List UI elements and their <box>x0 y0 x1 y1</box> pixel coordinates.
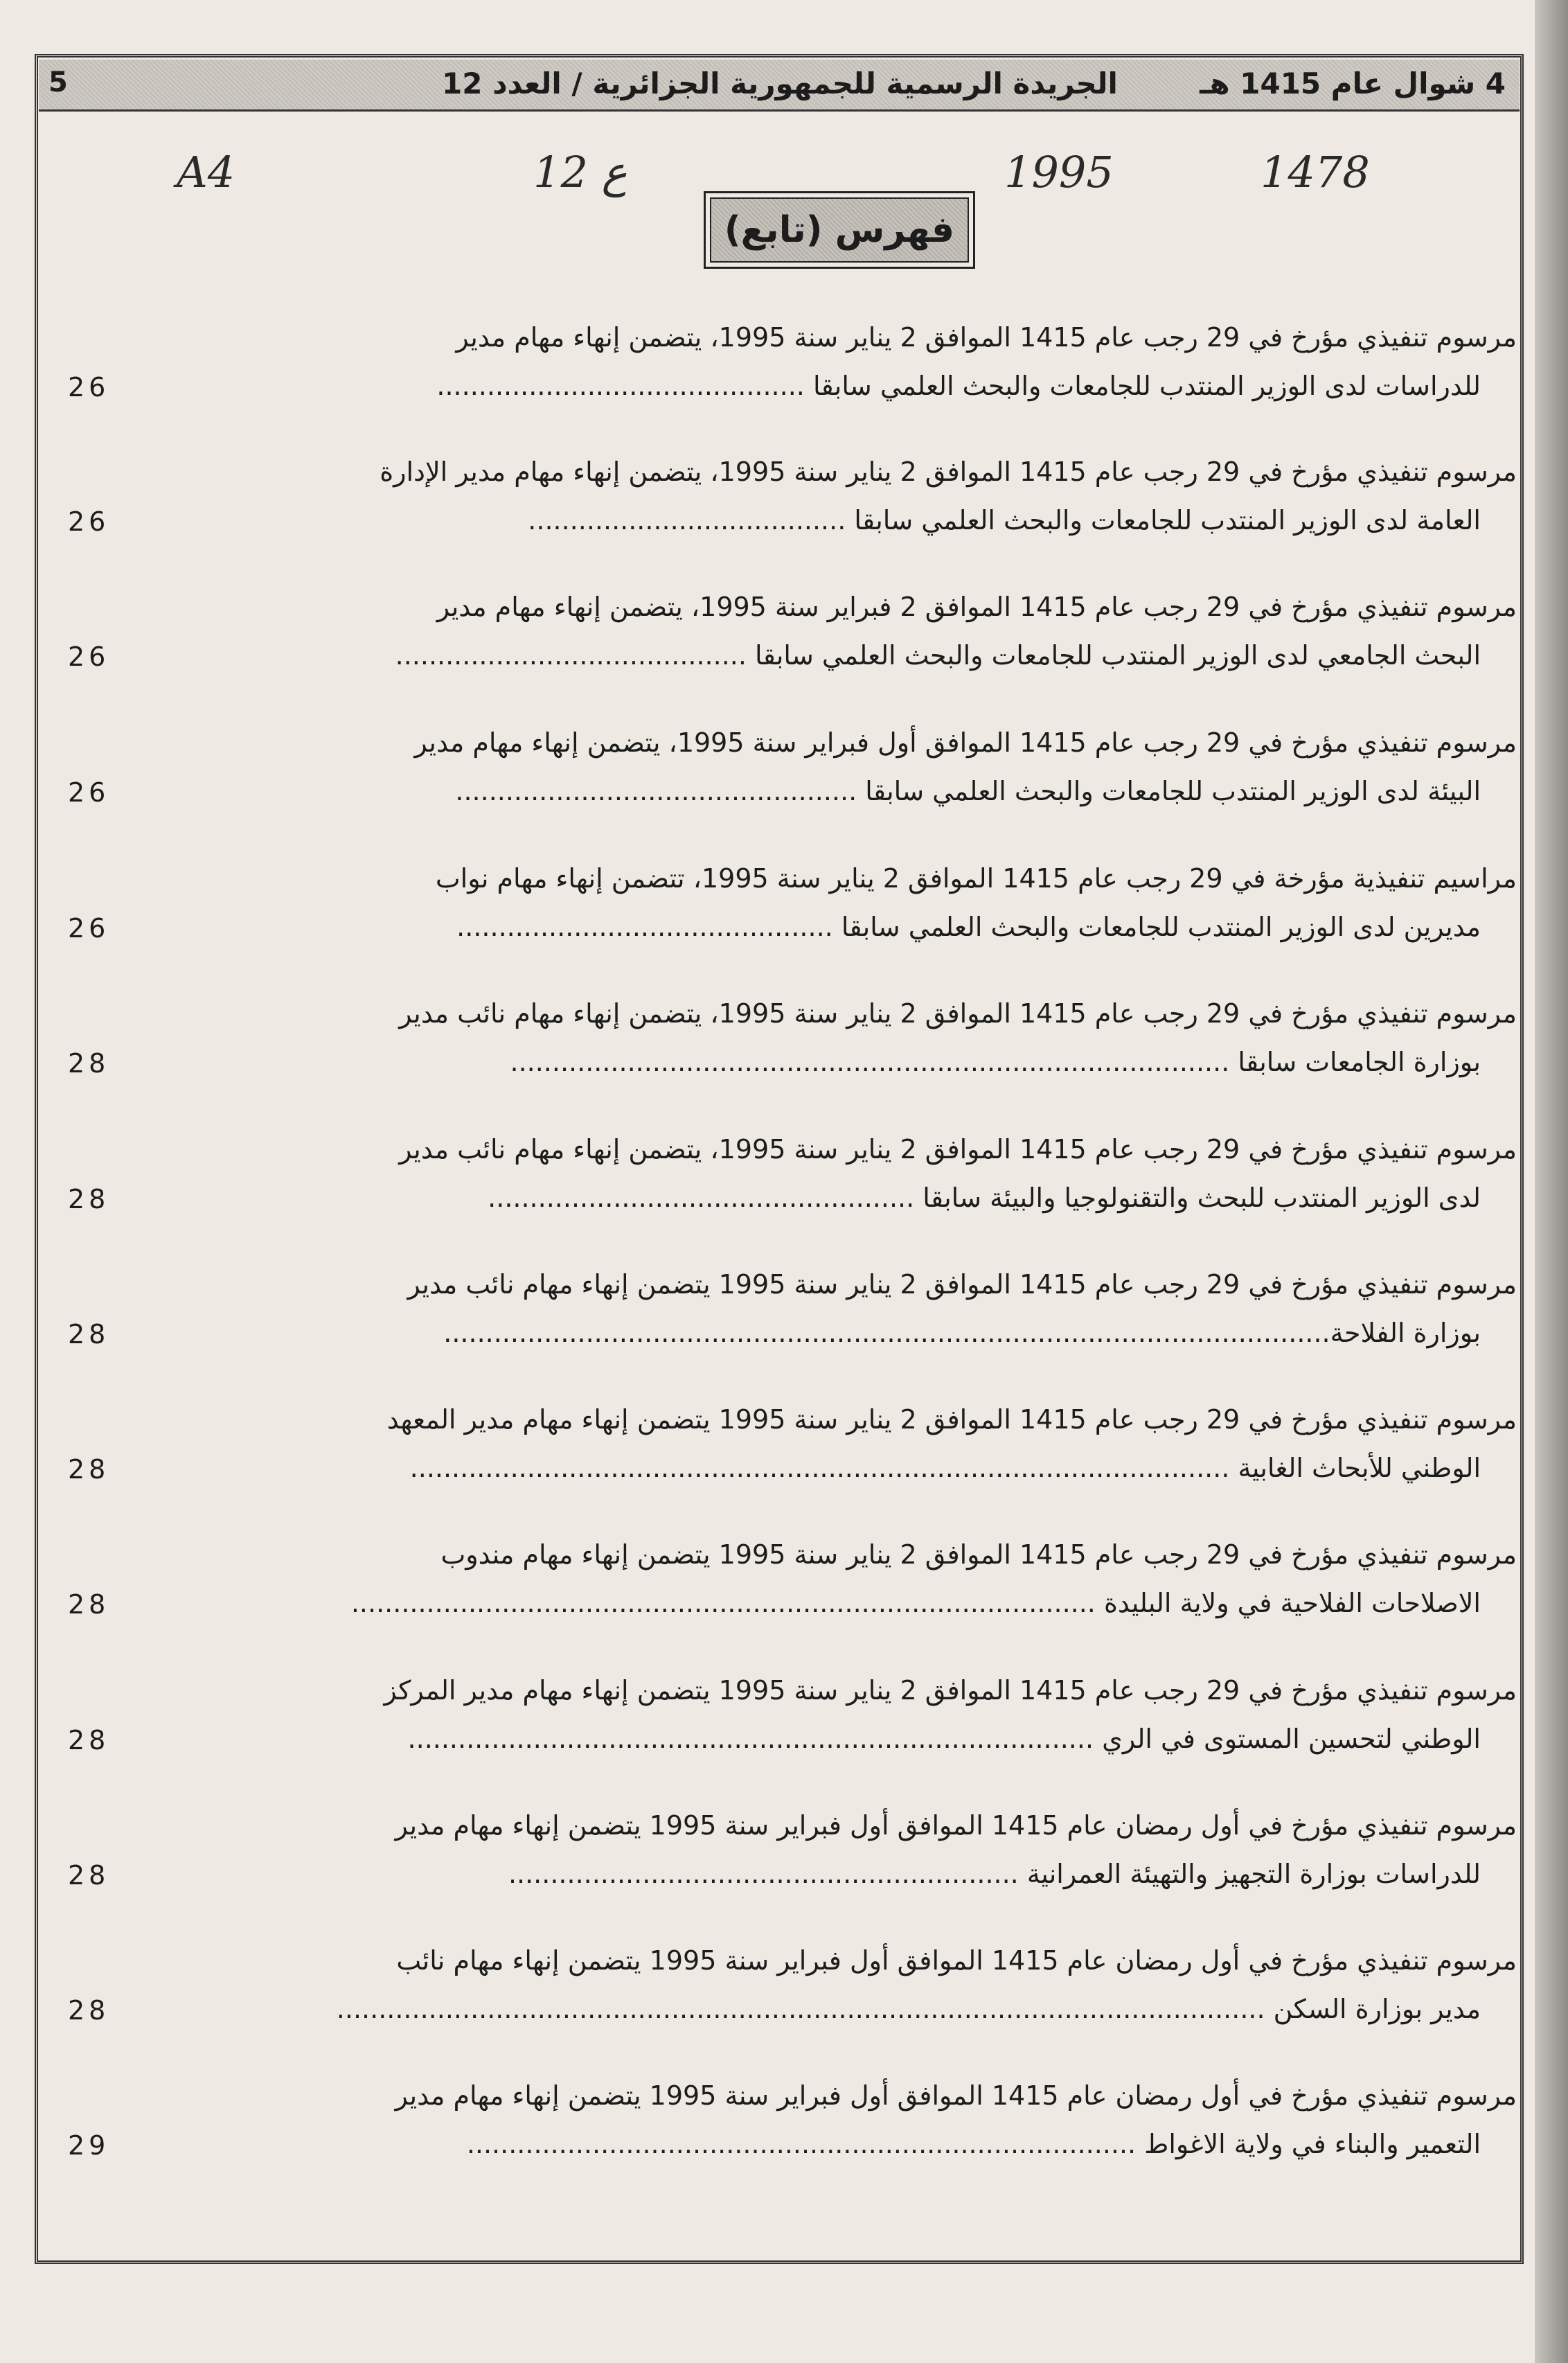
entry-page-number: 28 <box>68 1860 110 1891</box>
leader-dots: .................................................................................................. <box>409 1453 1230 1483</box>
leader-dots: ............................................ <box>436 371 805 401</box>
entry-line-2-text: مديرين لدى الوزير المنتدب للجامعات والبحث العلمي سابقا <box>841 912 1481 942</box>
entry-page-number: 29 <box>68 2130 110 2161</box>
entry-line-2 <box>139 1446 1517 1490</box>
entry-line-1: مراسيم تنفيذية مؤرخة في 29 رجب عام 1415 الموافق 2 يناير سنة 1995، تتضمن إنهاء مهام نواب <box>435 863 1517 894</box>
entry-page-number: 28 <box>68 1184 110 1214</box>
index-entry <box>55 450 1517 567</box>
entry-line-1: مرسوم تنفيذي مؤرخ في أول رمضان عام 1415 الموافق أول فبراير سنة 1995 يتضمن إنهاء مهام مدير <box>395 1810 1517 1841</box>
index-entry <box>55 856 1517 974</box>
index-entry <box>55 1127 1517 1245</box>
leader-dots: ......................................................................................... <box>350 1588 1096 1618</box>
entry-line-2 <box>139 633 1517 678</box>
entry-line-1: مرسوم تنفيذي مؤرخ في 29 رجب عام 1415 الموافق 2 يناير سنة 1995 يتضمن إنهاء مهام نائب مدير <box>407 1269 1517 1300</box>
leader-dots: .......................................................................................................... <box>443 1318 1330 1348</box>
leader-dots: ................................................................................ <box>466 2129 1137 2159</box>
section-title-box <box>704 191 975 269</box>
index-entry <box>55 1262 1517 1380</box>
entry-line-2 <box>139 1581 1517 1625</box>
entry-line-2-text: بوزارة الفلاحة <box>1330 1318 1481 1348</box>
index-entry <box>55 2073 1517 2191</box>
entry-line-2 <box>139 769 1517 813</box>
index-entry <box>55 720 1517 838</box>
entry-line-1: مرسوم تنفيذي مؤرخ في 29 رجب عام 1415 الموافق 2 يناير سنة 1995 يتضمن إنهاء مهام مدير المعهد <box>386 1404 1517 1435</box>
entry-line-2 <box>139 1717 1517 1761</box>
entry-line-1: مرسوم تنفيذي مؤرخ في 29 رجب عام 1415 الموافق 2 يناير سنة 1995، يتضمن إنهاء مهام نائب مدير <box>399 1134 1517 1165</box>
entry-line-2-text: البيئة لدى الوزير المنتدب للجامعات والبحث العلمي سابقا <box>865 776 1481 806</box>
entry-line-2-text: للدراسات لدى الوزير المنتدب للجامعات والبحث العلمي سابقا <box>812 371 1481 401</box>
leader-dots: ................................................ <box>455 776 857 806</box>
entry-line-2 <box>139 905 1517 949</box>
entry-line-2-text: البحث الجامعي لدى الوزير المنتدب للجامعات والبحث العلمي سابقا <box>755 640 1481 671</box>
entry-page-number: 26 <box>68 506 110 537</box>
entry-page-number: 28 <box>68 1319 110 1349</box>
entry-line-1: مرسوم تنفيذي مؤرخ في 29 رجب عام 1415 الموافق 2 يناير سنة 1995 يتضمن إنهاء مهام مندوب <box>440 1539 1517 1570</box>
entry-line-2-text: الاصلاحات الفلاحية في ولاية البليدة <box>1103 1588 1481 1618</box>
entry-page-number: 26 <box>68 641 110 672</box>
entry-line-2-text: للدراسات بوزارة التجهيز والتهيئة العمرانية <box>1026 1859 1481 1889</box>
leader-dots: ............................................................................................................... <box>336 1994 1265 2024</box>
index-entry <box>55 1397 1517 1515</box>
entry-line-1: مرسوم تنفيذي مؤرخ في 29 رجب عام 1415 الموافق 2 يناير سنة 1995، يتضمن إنهاء مهام مدير الإدارة <box>380 457 1517 487</box>
entry-line-2 <box>139 1852 1517 1896</box>
entry-line-2-text: بوزارة الجامعات سابقا <box>1238 1047 1481 1077</box>
index-entry <box>55 315 1517 433</box>
entry-line-2 <box>139 1040 1517 1084</box>
entry-page-number: 26 <box>68 913 110 944</box>
entry-line-1: مرسوم تنفيذي مؤرخ في أول رمضان عام 1415 الموافق أول فبراير سنة 1995 يتضمن إنهاء مهام نائب <box>396 1945 1517 1976</box>
entry-line-2-text: مدير بوزارة السكن <box>1273 1994 1481 2024</box>
entry-line-1: مرسوم تنفيذي مؤرخ في 29 رجب عام 1415 الموافق 2 يناير سنة 1995 يتضمن إنهاء مهام مدير المركز <box>384 1675 1517 1706</box>
entry-page-number: 26 <box>68 777 110 808</box>
entry-line-2-text: الوطني لتحسين المستوى في الري <box>1102 1724 1481 1754</box>
entry-page-number: 28 <box>68 1454 110 1485</box>
journal-title: الجريدة الرسمية للجمهورية الجزائرية / العدد 12 <box>442 67 1118 100</box>
page-edge-shadow <box>1535 0 1568 2363</box>
entry-line-1: مرسوم تنفيذي مؤرخ في 29 رجب عام 1415 الموافق 2 يناير سنة 1995، يتضمن إنهاء مهام نائب مدير <box>399 998 1517 1029</box>
entry-line-1: مرسوم تنفيذي مؤرخ في 29 رجب عام 1415 الموافق أول فبراير سنة 1995، يتضمن إنهاء مهام مدير <box>414 727 1517 758</box>
leader-dots: .......................................... <box>395 640 747 671</box>
entry-line-2 <box>139 2122 1517 2166</box>
header-date: 4 شوال عام 1415 هـ <box>1200 67 1506 100</box>
handwritten-issue: ع 12 <box>533 147 627 197</box>
index-entry <box>55 1803 1517 1921</box>
index-entry <box>55 1938 1517 2056</box>
entry-page-number: 28 <box>68 1995 110 2026</box>
leader-dots: ............................................. <box>456 912 833 942</box>
entry-line-2-text: الوطني للأبحاث الغابية <box>1238 1453 1481 1483</box>
leader-dots: ...................................................................................... <box>510 1047 1230 1077</box>
entry-line-2-text: العامة لدى الوزير المنتدب للجامعات والبحث العلمي سابقا <box>854 505 1481 536</box>
entry-line-2 <box>139 1176 1517 1220</box>
index-entry <box>55 1532 1517 1650</box>
entry-line-2 <box>139 498 1517 542</box>
page-number: 5 <box>48 67 68 98</box>
leader-dots: ...................................... <box>528 505 846 536</box>
entry-page-number: 26 <box>68 372 110 402</box>
index-entry <box>55 585 1517 702</box>
leader-dots: ............................................................. <box>508 1859 1019 1889</box>
leader-dots: ................................................... <box>488 1183 915 1213</box>
entry-line-1: مرسوم تنفيذي مؤرخ في 29 رجب عام 1415 الموافق 2 فبراير سنة 1995، يتضمن إنهاء مهام مدير <box>436 592 1517 622</box>
entry-page-number: 28 <box>68 1048 110 1079</box>
entry-line-1: مرسوم تنفيذي مؤرخ في أول رمضان عام 1415 الموافق أول فبراير سنة 1995 يتضمن إنهاء مهام مدير <box>395 2080 1517 2111</box>
entry-line-2-text: التعمير والبناء في ولاية الاغواط <box>1144 2129 1481 2159</box>
handwritten-number: 1478 <box>1260 147 1370 197</box>
page-header <box>39 60 1520 112</box>
handwritten-format: A4 <box>177 147 235 197</box>
entry-line-2 <box>139 364 1517 408</box>
section-title: فهرس (تابع) <box>710 197 969 263</box>
leader-dots: .................................................................................. <box>407 1724 1094 1754</box>
entry-line-2-text: لدى الوزير المنتدب للبحث والتقنولوجيا والبيئة سابقا <box>923 1183 1481 1213</box>
index-entry <box>55 991 1517 1109</box>
handwritten-year: 1995 <box>1004 147 1114 197</box>
entry-line-2 <box>139 1987 1517 2031</box>
index-entry <box>55 1668 1517 1786</box>
entry-line-1: مرسوم تنفيذي مؤرخ في 29 رجب عام 1415 الموافق 2 يناير سنة 1995، يتضمن إنهاء مهام مدير <box>456 322 1517 353</box>
entry-line-2 <box>139 1311 1517 1355</box>
entry-page-number: 28 <box>68 1589 110 1620</box>
entry-page-number: 28 <box>68 1725 110 1755</box>
